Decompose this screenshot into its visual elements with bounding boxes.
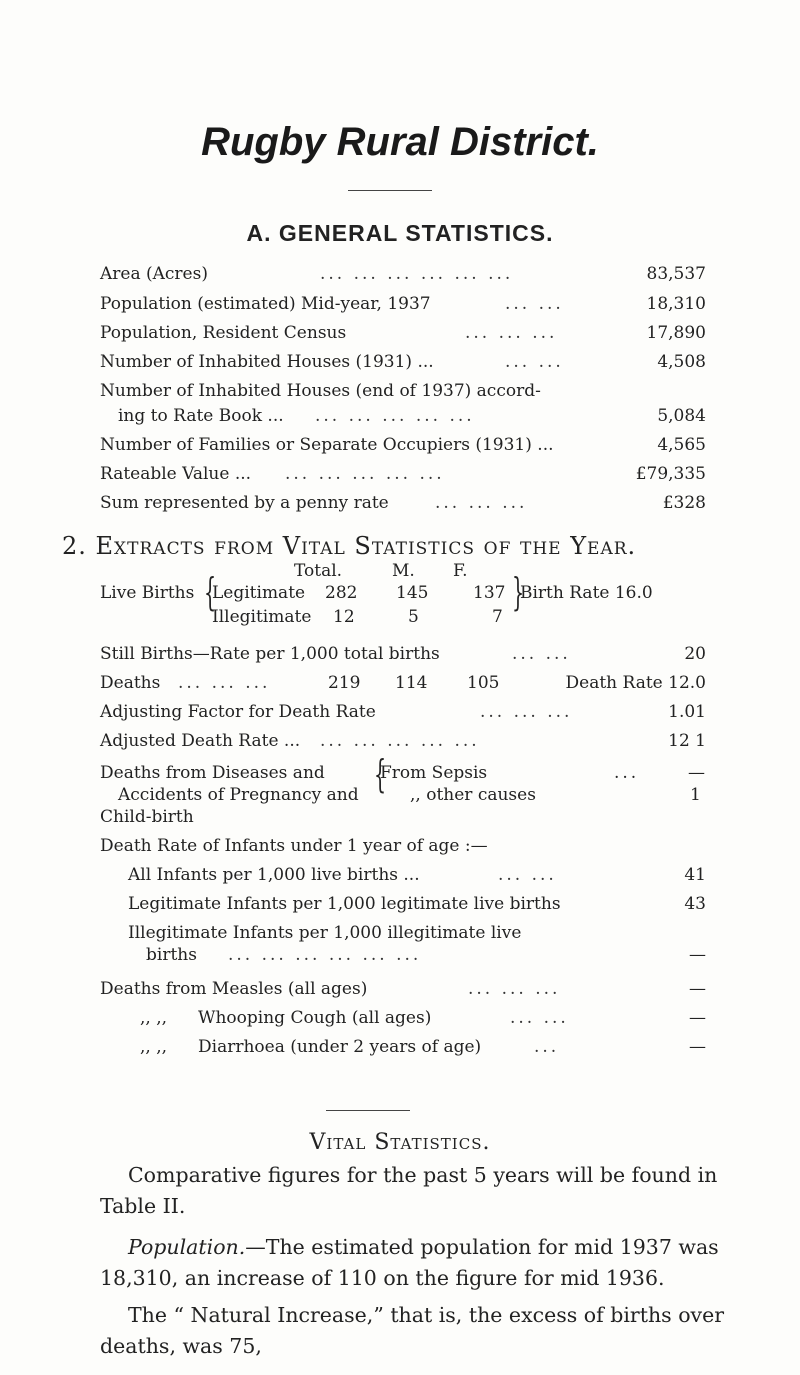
row-label-continued: ing to Rate Book ... [118,406,284,426]
infant-row [128,922,706,972]
row-label: Number of Inhabited Houses (1931) ... [100,352,434,372]
deaths-total: 219 [328,673,361,693]
infant-label: All Infants per 1,000 live births ... [128,865,420,885]
sepsis-value: — [688,763,705,783]
row-label: Population (estimated) Mid-year, 1937 [100,294,431,314]
adjusting-label: Adjusting Factor for Death Rate [100,702,376,722]
table-row [100,492,706,514]
title-divider [348,190,432,191]
diarrhoea-prefix: ,, ,, [140,1037,168,1057]
leader-dots: ... ... ... [480,702,573,722]
leader-dots: ... ... ... ... ... ... [228,945,422,965]
measles-value: — [689,979,706,999]
leader-dots: ... ... [505,294,564,314]
section-a-heading: A. GENERAL STATISTICS. [246,220,554,246]
vital-statistics-heading: Vital Statistics. [309,1130,491,1155]
maternal-label-3: Child-birth [100,807,194,827]
leader-dots: ... ... ... [465,323,558,343]
row-value: 5,084 [657,406,706,426]
leader-dots: ... [534,1037,560,1057]
infant-value: — [689,945,706,965]
infant-value: 41 [684,865,706,885]
adjusted-row [100,730,706,752]
paragraph-natural-increase [100,1300,740,1362]
deaths-label: Deaths [100,673,161,693]
leader-dots: ... ... ... [435,493,528,513]
leader-dots: ... ... [510,1008,569,1028]
table-row [100,293,706,315]
whooping-prefix: ,, ,, [140,1008,168,1028]
table-row [100,463,706,485]
legitimate-label: Legitimate [212,583,306,603]
page-title: Rugby Rural District. [201,120,599,164]
leader-dots: ... ... ... ... ... [315,406,475,426]
birth-rate: Birth Rate 16.0 [520,583,653,603]
live-births-label: Live Births [100,583,195,603]
measles-row [100,978,706,1000]
col-header-f: F. [453,561,468,581]
sepsis-dots: ... [614,763,640,783]
maternal-label-1: Deaths from Diseases and [100,763,325,783]
illegitimate-f: 7 [492,607,503,627]
illegitimate-total: 12 [333,607,355,627]
leader-dots: ... ... ... ... ... [285,464,445,484]
row-value: 83,537 [646,264,706,284]
deaths-m: 114 [395,673,428,693]
paragraph-text: —The estimated population for mid 1937 was 18,310, an increase of 110 on the figure for mid 1936. [100,1235,719,1290]
leader-dots: ... ... [505,352,564,372]
row-label: Area (Acres) [100,264,208,284]
whooping-label: Whooping Cough (all ages) [198,1008,432,1028]
adjusted-label: Adjusted Death Rate ... [100,731,301,751]
maternal-label-2: Accidents of Pregnancy and [118,785,359,805]
paragraph-comparative [100,1160,740,1222]
leader-dots: ... ... ... ... ... [320,731,480,751]
row-value: 17,890 [646,323,706,343]
paragraph-text: Comparative figures for the past 5 years will be found in Table II. [100,1163,718,1218]
measles-label: Deaths from Measles (all ages) [100,979,368,999]
table-row [100,434,706,456]
other-causes-value: 1 [690,785,701,805]
row-value: 4,508 [657,352,706,372]
row-value: 18,310 [646,294,706,314]
leader-dots: ... ... [512,644,571,664]
row-value: £328 [662,493,706,513]
legitimate-f: 137 [473,583,506,603]
row-label: Population, Resident Census [100,323,347,343]
infant-row [128,893,706,915]
row-value: £79,335 [635,464,706,484]
whooping-value: — [689,1008,706,1028]
table-row [100,351,706,373]
still-births-row [100,643,706,665]
section-divider [326,1110,410,1111]
leader-dots: ... ... ... [178,673,271,693]
whooping-row [100,1007,706,1029]
section-2-heading: 2. Extracts from Vital Statistics of the Year. [62,532,637,560]
legitimate-m: 145 [396,583,429,603]
infant-value: 43 [684,894,706,914]
other-causes-label: ,, other causes [410,785,536,805]
row-label: Number of Families or Separate Occupiers (1931) ... [100,435,554,455]
adjusting-row [100,701,706,723]
adjusting-value: 1.01 [668,702,706,722]
infant-label: Legitimate Infants per 1,000 legitimate live births [128,894,561,914]
table-row [100,263,706,285]
sepsis-label: From Sepsis [380,763,488,783]
paragraph-population [100,1232,740,1294]
deaths-f: 105 [467,673,500,693]
col-header-total: Total. [294,561,343,581]
still-births-label: Still Births—Rate per 1,000 total births [100,644,440,664]
table-row [100,322,706,344]
leader-dots: ... ... ... [468,979,561,999]
deaths-row [100,672,706,694]
leader-dots: ... ... [498,865,557,885]
illegitimate-label: Illegitimate [212,607,312,627]
infant-row [128,864,706,886]
still-births-value: 20 [684,644,706,664]
legitimate-total: 282 [325,583,358,603]
death-rate: Death Rate 12.0 [565,673,706,693]
diarrhoea-label: Diarrhoea (under 2 years of age) [198,1037,482,1057]
diarrhoea-value: — [689,1037,706,1057]
infant-label-continued: births [146,945,197,965]
infant-label: Illegitimate Infants per 1,000 illegitimate live [128,923,522,943]
brace-maternal: { [374,752,387,796]
brace-right: } [512,570,525,614]
paragraph-text: The “ Natural Increase,” that is, the excess of births over deaths, was 75, [100,1303,725,1358]
row-label: Number of Inhabited Houses (end of 1937) accord- [100,381,541,401]
illegitimate-m: 5 [408,607,419,627]
row-label: Sum represented by a penny rate [100,493,389,513]
table-row [100,380,706,430]
col-header-m: M. [392,561,415,581]
brace-left: { [204,570,217,614]
leader-dots: ... ... ... ... ... ... [320,264,514,284]
row-value: 4,565 [657,435,706,455]
infant-heading: Death Rate of Infants under 1 year of age :— [100,836,488,856]
diarrhoea-row [100,1036,706,1058]
population-label: Population. [128,1235,246,1259]
row-label: Rateable Value ... [100,464,252,484]
adjusted-value: 12 1 [668,731,706,751]
